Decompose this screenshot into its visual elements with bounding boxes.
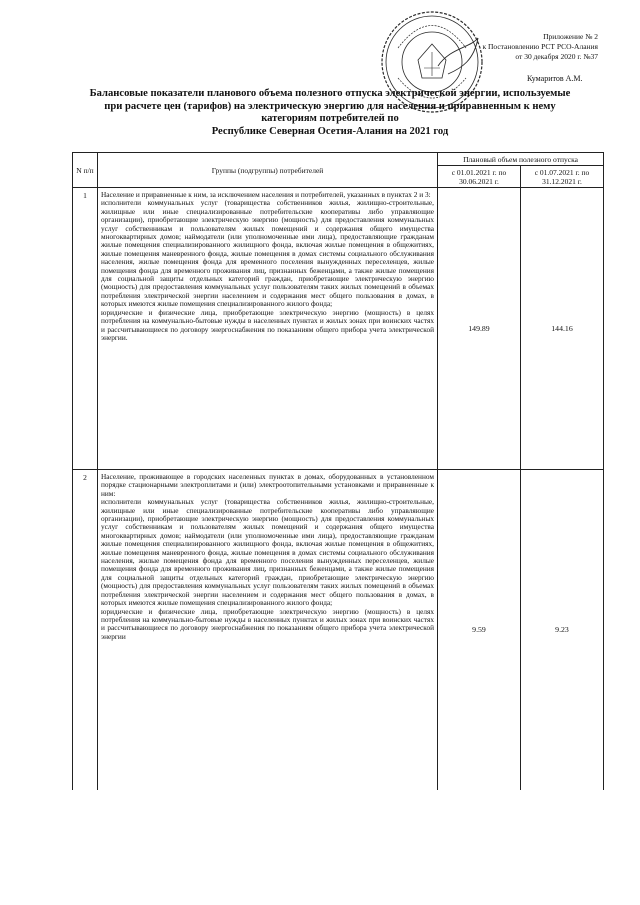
table-row: [73, 188, 604, 470]
appendix-line: от 30 декабря 2020 г. №37: [515, 52, 598, 61]
header-planned: Плановый объем полезного отпуска: [438, 153, 604, 166]
header-period-2: с 01.07.2021 г. по 31.12.2021 г.: [521, 166, 604, 188]
appendix-line: Приложение № 2: [543, 32, 598, 41]
title-line: Балансовые показатели планового объема полезного отпуска электрической энергии, используемые: [89, 88, 571, 99]
row-value-period-1: 149.89: [438, 188, 521, 470]
appendix-reference: [398, 32, 598, 62]
row-value-period-2: 9.23: [521, 470, 604, 790]
signer-name: Кумаритов А.М.: [527, 74, 583, 83]
header-groups: Группы (подгруппы) потребителей: [98, 153, 438, 188]
row-description: Население и приравненные к ним, за исключением населения и потребителей, указанных в пунктах 2 и 3: исполнители коммунальных услуг (товарищества собственников жилья, жилищно-строительные, жилищные или иные специализированные потребительские кооперативы либо управляющие организации), приобретающие электрическую энергию (мощность) для предоставления коммунальных услуг собственникам и пользователям жилых помещений и содержания общего имущества многоквартирных домов; наймодатели (или уполномоченные ими лица), предоставляющие гражданам жилые помещения специализированного жилищного фонда, включая жилые помещения в общежитиях, жилые помещения маневренного фонда, жилые помещения в домах системы социального обслуживания населения, жилые помещения фонда для временного поселения вынужденных переселенцев, жилые помещения фонда для временного проживания лиц, признанных беженцами, а также жилые помещения для социальной защиты отдельных категорий граждан, приобретающие электрическую энергию (мощность) для предоставления коммунальных услуг пользователям таких жилых помещений в объемах потребления электрической энергии населением и содержания мест общего пользования в домах, в которых имеются жилые помещения специализированного жилого фонда; юридические и физические лица, приобретающие электрическую энергию (мощность) в целях потребления на коммунально-бытовые нужды в населенных пунктах и жилых зонах при воинских частях и рассчитывающиеся по договору энергоснабжения по показаниям общего прибора учета электрической энергии.: [98, 188, 438, 470]
title-line: категориям потребителей по: [261, 113, 399, 124]
row-description: Население, проживающее в городских населенных пунктах в домах, оборудованных в установленном порядке стационарными электроплитами и (или) электроотопительными установками и приравненные к ним: исполнители коммунальных услуг (товарищества собственников жилья, жилищно-строительные, жилищные или иные специализированные потребительские кооперативы либо управляющие организации), приобретающие электрическую энергию (мощность) для предоставления коммунальных услуг собственникам и пользователям жилых помещений и содержания общего имущества многоквартирных домов; наймодатели (или уполномоченные ими лица), предоставляющие гражданам жилые помещения специализированного жилищного фонда, включая жилые помещения в общежитиях, жилые помещения маневренного фонда, жилые помещения в домах системы социального обслуживания населения, жилые помещения фонда для временного поселения вынужденных переселенцев, жилые помещения фонда для временного проживания лиц, признанных беженцами, а также жилые помещения для социальной защиты отдельных категорий граждан, приобретающие электрическую энергию (мощность) для предоставления коммунальных услуг пользователям таких жилых помещений в объемах потребления электрической энергии населением и содержания мест общего пользования в домах, в которых имеются жилые помещения специализированного жилого фонда; юридические и физические лица, приобретающие электрическую энергию (мощность) в целях потребления на коммунально-бытовые нужды в населенных пунктах и жилых зонах при воинских частях и рассчитывающиеся по договору энергоснабжения по показаниям общего прибора учета электрической энергии: [98, 470, 438, 790]
row-number: 1: [73, 188, 98, 470]
appendix-line: к Постановлению РСТ РСО-Алания: [482, 42, 598, 51]
row-value-period-2: 144.16: [521, 188, 604, 470]
title-line: при расчете цен (тарифов) на электрическую энергию для населения и приравненным к нему: [104, 100, 556, 112]
row-value-period-1: 9.59: [438, 470, 521, 790]
balance-table: [72, 152, 604, 790]
header-period-1: с 01.01.2021 г. по 30.06.2021 г.: [438, 166, 521, 188]
table-row: [73, 470, 604, 790]
document-title: [60, 88, 600, 138]
header-num: N п/п: [73, 153, 98, 188]
row-number: 2: [73, 470, 98, 790]
title-line: Республике Северная Осетия-Алания на 2021 год: [211, 125, 449, 137]
